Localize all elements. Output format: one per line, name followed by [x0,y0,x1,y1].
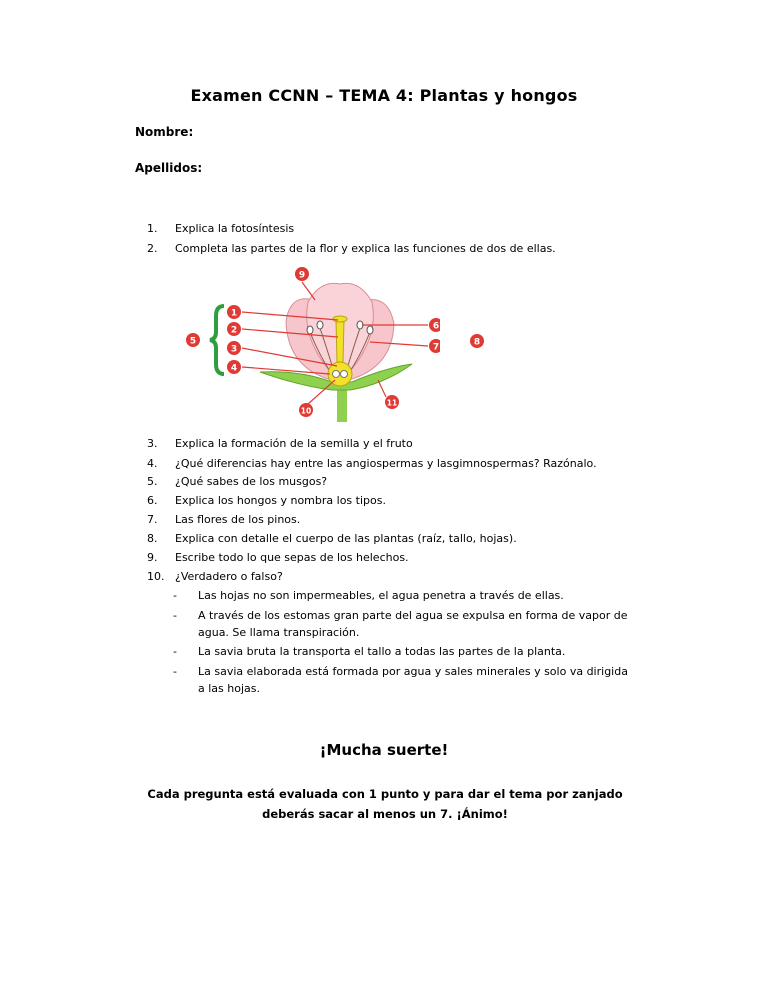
anther [307,326,313,334]
stigma [333,316,347,322]
flower-label-3: 3 [230,344,238,355]
grading-note: Cada pregunta está evaluada con 1 punto y para dar el tema por zanjado deberás sacar al menos un 7. ¡Ánimo! [147,787,623,821]
question-text: ¿Qué diferencias hay entre las angiospermas y lasgimnospermas? Razónalo. [175,457,597,470]
true-false-item-3 [173,643,633,660]
ovule [341,371,348,378]
question-text: Explica la fotosíntesis [175,222,295,235]
pistil-style [336,320,344,362]
question-text: Las flores de los pinos. [175,513,301,526]
question-number: 7. [147,513,158,526]
statement-text: Las hojas no son impermeables, el agua penetra a través de ellas. [198,589,564,602]
flower-label-9: 9 [298,270,306,281]
question-1 [147,222,294,236]
list-dash: - [173,665,177,678]
question-number: 6. [147,494,158,507]
list-dash: - [173,589,177,602]
flower-diagram [180,262,440,422]
question-number: 10. [147,570,165,583]
question-text: ¿Verdadero o falso? [175,570,283,583]
question-10 [147,570,283,584]
question-number: 8. [147,532,158,545]
flower-label-10: 10 [300,406,312,416]
true-false-item-2 [173,607,633,641]
statement-text: La savia bruta la transporta el tallo a todas las partes de la planta. [198,645,566,658]
flower-label-7: 7 [432,342,440,353]
name-label: Nombre: [135,125,194,139]
question-number: 9. [147,551,158,564]
good-luck-heading: ¡Mucha suerte! [319,741,449,759]
exam-title: Examen CCNN – TEMA 4: Plantas y hongos [190,86,578,105]
statement-text: A través de los estomas gran parte del agua se expulsa en forma de vapor de agua. Se llama transpiración. [198,609,628,639]
question-number: 2. [147,242,158,255]
list-dash: - [173,645,177,658]
question-text: Explica la formación de la semilla y el fruto [175,437,413,450]
true-false-item-4 [173,663,633,697]
flower-label-1: 1 [230,308,238,319]
question-9 [147,551,409,565]
flower-label-6: 6 [432,321,440,332]
true-false-item-1 [173,587,633,604]
question-3 [147,437,413,451]
question-number: 1. [147,222,158,235]
question-2 [147,242,556,256]
question-5 [147,475,327,489]
flower-label-8: 8 [473,337,481,348]
question-text: ¿Qué sabes de los musgos? [175,475,328,488]
ovule [333,371,340,378]
flower-label-2: 2 [230,325,238,336]
question-7 [147,513,300,527]
question-number: 3. [147,437,158,450]
list-dash: - [173,609,177,622]
flower-label-4: 4 [230,363,238,374]
question-6 [147,494,386,508]
question-text: Explica los hongos y nombra los tipos. [175,494,386,507]
anther [367,326,373,334]
question-text: Escribe todo lo que sepas de los helechos. [175,551,409,564]
bracket-left [210,306,224,374]
statement-text: La savia elaborada está formada por agua y sales minerales y solo va dirigida a las hojas. [198,665,628,695]
flower-label-5: 5 [189,336,197,347]
question-text: Explica con detalle el cuerpo de las plantas (raíz, tallo, hojas). [175,532,517,545]
question-text: Completa las partes de la flor y explica las funciones de dos de ellas. [175,242,556,255]
flower-label-8-wrap [468,332,486,350]
question-8 [147,532,517,546]
anther [317,321,323,329]
flower-label-11: 11 [386,398,398,408]
question-4 [147,457,597,471]
question-number: 4. [147,457,158,470]
surname-label: Apellidos: [135,161,203,175]
question-number: 5. [147,475,158,488]
